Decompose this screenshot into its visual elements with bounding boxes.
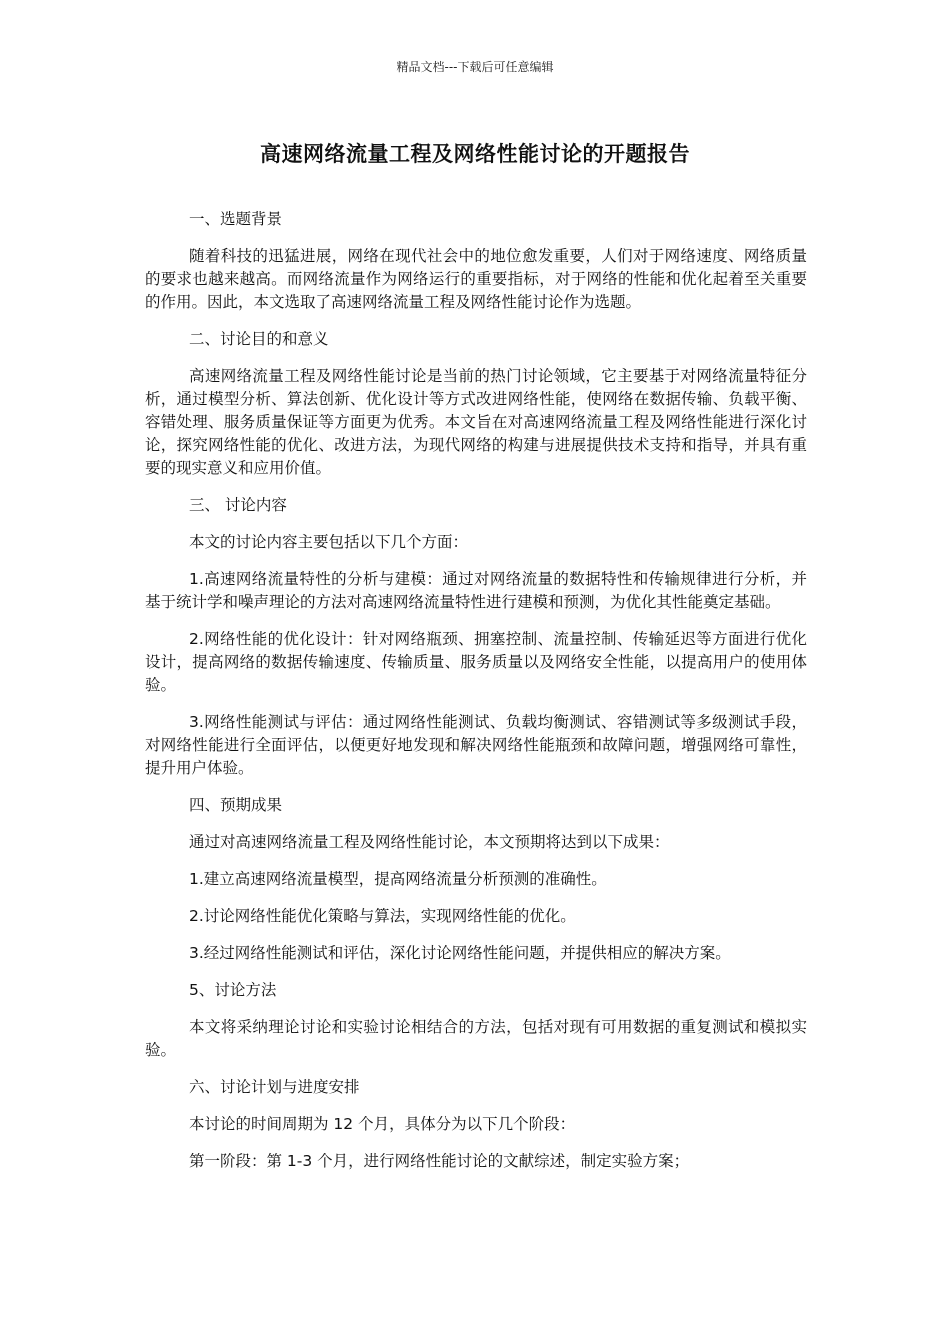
paragraph-background: 随着科技的迅猛进展，网络在现代社会中的地位愈发重要，人们对于网络速度、网络质量的要求也越来越高。而网络流量作为网络运行的重要指标，对于网络的性能和优化起着至关重要的作用。因此，本文选取了高速网络流量工程及网络性能讨论作为选题。: [145, 247, 807, 311]
paragraph-purpose: 高速网络流量工程及网络性能讨论是当前的热门讨论领域，它主要基于对网络流量特征分析，通过模型分析、算法创新、优化设计等方式改进网络性能，使网络在数据传输、负载平衡、容错处理、服务质量保证等方面更为优秀。本文旨在对高速网络流量工程及网络性能进行深化讨论，探究网络性能的优化、改进方法，为现代网络的构建与进展提供技术支持和指导，并具有重要的现实意义和应用价值。: [145, 367, 807, 477]
section-heading-background: 一、选题背景: [189, 210, 283, 228]
list-item-content-3: 3.网络性能测试与评估：通过网络性能测试、负载均衡测试、容错测试等多级测试手段，对网络性能进行全面评估，以便更好地发现和解决网络性能瓶颈和故障问题，增强网络可靠性，提升用户体验。: [145, 713, 807, 777]
section-heading-schedule: 六、讨论计划与进度安排: [189, 1078, 360, 1096]
document-body: [145, 208, 807, 1187]
section-heading-methods: 5、讨论方法: [189, 981, 277, 999]
list-item-content-2: 2.网络性能的优化设计：针对网络瓶颈、拥塞控制、流量控制、传输延迟等方面进行优化设计，提高网络的数据传输速度、传输质量、服务质量以及网络安全性能，以提高用户的使用体验。: [145, 630, 807, 694]
section-heading-purpose: 二、讨论目的和意义: [189, 330, 329, 348]
paragraph-methods: 本文将采纳理论讨论和实验讨论相结合的方法，包括对现有可用数据的重复测试和模拟实验。: [145, 1018, 807, 1059]
document-title: 高速网络流量工程及网络性能讨论的开题报告: [260, 142, 690, 166]
paragraph-schedule-phase-1: 第一阶段：第 1-3 个月，进行网络性能讨论的文献综述，制定实验方案；: [189, 1152, 690, 1170]
list-item-content-1: 1.高速网络流量特性的分析与建模：通过对网络流量的数据特性和传输规律进行分析，并基于统计学和噪声理论的方法对高速网络流量特性进行建模和预测，为优化其性能奠定基础。: [145, 570, 807, 611]
paragraph-schedule-intro: 本讨论的时间周期为 12 个月，具体分为以下几个阶段：: [189, 1115, 576, 1133]
list-item-results-2: 2.讨论网络性能优化策略与算法，实现网络性能的优化。: [189, 907, 576, 925]
list-item-results-3: 3.经过网络性能测试和评估，深化讨论网络性能问题，并提供相应的解决方案。: [189, 944, 731, 962]
section-heading-results: 四、预期成果: [189, 796, 283, 814]
list-item-results-1: 1.建立高速网络流量模型，提高网络流量分析预测的准确性。: [189, 870, 607, 888]
paragraph-results-intro: 通过对高速网络流量工程及网络性能讨论，本文预期将达到以下成果：: [189, 833, 670, 851]
paragraph-content-intro: 本文的讨论内容主要包括以下几个方面：: [189, 533, 469, 551]
header-note: 精品文档---下载后可任意编辑: [396, 60, 554, 74]
section-heading-content: 三、 讨论内容: [189, 496, 287, 514]
